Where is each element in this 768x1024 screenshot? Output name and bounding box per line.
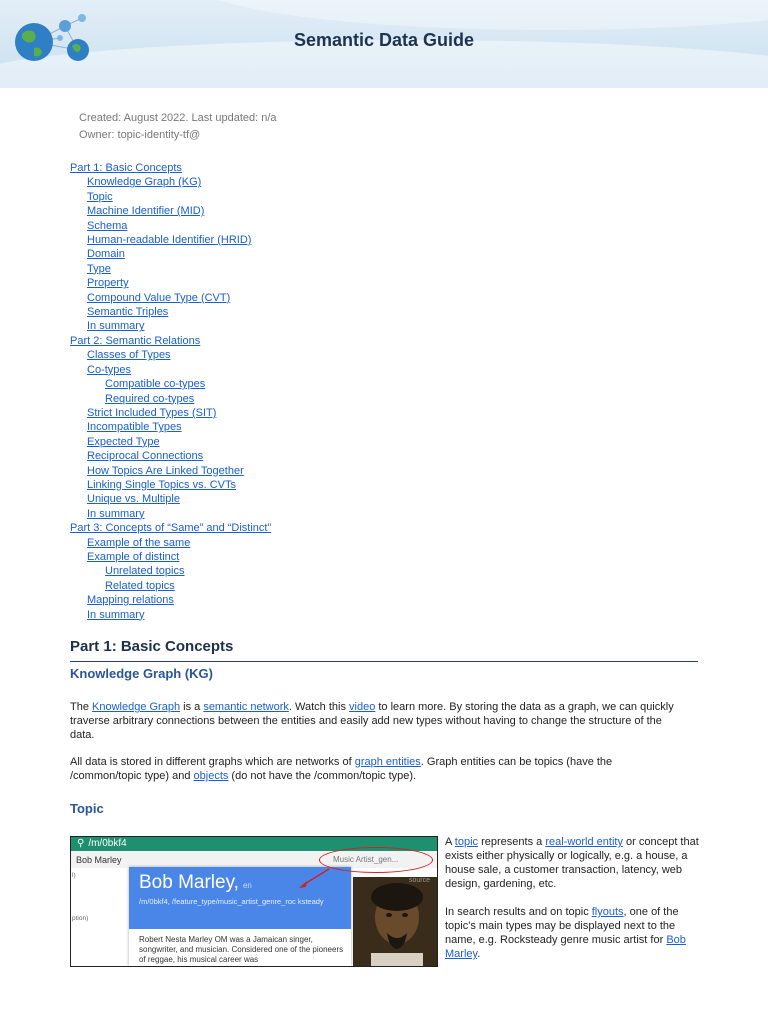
document-meta [79,110,277,144]
toc-link[interactable]: How Topics Are Linked Together [87,464,244,477]
source-label: source [409,877,431,884]
left-col-text: l) [72,872,76,879]
toc-link[interactable]: Part 3: Concepts of “Same” and “Distinct” [70,522,272,535]
knowledge-graph-link[interactable]: Knowledge Graph [92,701,181,713]
search-icon: ⚲ [77,838,85,849]
text: . Watch this [288,701,350,713]
toc-link[interactable]: Domain [87,248,125,261]
toc-link[interactable]: In summary [87,320,145,333]
text: A [445,836,455,848]
header-banner [0,0,768,88]
text: , one of the topic's main types may be displayed next to the name, e.g. Rocksteady genre music artist for [445,906,679,946]
toc-link[interactable]: Human-readable Identifier (HRID) [87,234,252,247]
toc-link[interactable]: Classes of Types [87,349,171,362]
flyout-types: /m/0bkf4, /feature_type/music_artist_genre_roc ksteady [139,897,324,906]
table-of-contents [70,161,271,622]
toc-link[interactable]: Part 2: Semantic Relations [70,334,201,347]
topic-heading: Topic [70,801,104,816]
semantic-network-link[interactable]: semantic network [203,701,289,713]
search-value: /m/0bkf4 [88,838,127,849]
toc-link[interactable]: Linking Single Topics vs. CVTs [87,478,236,491]
objects-link[interactable]: objects [193,770,229,782]
toc-link[interactable]: In summary [87,507,145,520]
toc-link[interactable]: Compound Value Type (CVT) [87,291,231,304]
bob-marley-link[interactable]: Bob Marley [445,934,686,960]
text: (do not have the /common/topic type). [228,770,417,782]
topic-link[interactable]: topic [454,836,479,848]
toc-link[interactable]: Strict Included Types (SIT) [87,406,217,419]
toc-link[interactable]: Related topics [105,579,175,592]
flyout-name: Bob Marley, [139,872,239,893]
toc-link[interactable]: Co-types [87,363,132,376]
kg-paragraph-1 [70,700,680,742]
toc-link[interactable]: In summary [87,608,145,621]
graph-entities-link[interactable]: graph entities [354,756,421,768]
toc-link[interactable]: Topic [87,190,113,203]
type-pill: Music Artist_gen... [333,855,399,864]
text: In search results and on topic [445,906,592,918]
toc-link[interactable]: Unique vs. Multiple [87,493,180,506]
toc-link[interactable]: Required co-types [105,392,195,405]
flyouts-link[interactable]: flyouts [591,906,624,918]
toc-link[interactable]: Type [87,262,111,275]
real-world-entity-link[interactable]: real-world entity [545,836,623,848]
toc-link[interactable]: Part 1: Basic Concepts [70,162,182,174]
banner-swoosh [200,0,768,30]
toc-link[interactable]: Schema [87,219,128,232]
text: The [70,701,93,713]
video-link[interactable]: video [349,701,376,713]
toc-link[interactable]: Compatible co-types [105,378,206,391]
text: to learn more. By storing the data as a graph, we can quickly traverse arbitrary connections between the entities and easily add new types without having to change the structure of the data. [70,701,674,741]
kg-paragraph-2 [70,755,680,783]
text: All data is stored in different graphs which are networks of [70,756,355,768]
result-name: Bob Marley [76,855,122,865]
text: is a [180,701,204,713]
toc-link[interactable]: Expected Type [87,435,160,448]
text: or concept that exists either physically or logically, e.g. a house, a house sale, a customer transaction, latency, web design, gardening, etc. [445,836,699,890]
text: represents a [478,836,546,848]
toc-link[interactable]: Machine Identifier (MID) [87,205,205,218]
text: . [477,948,481,960]
toc-link[interactable]: Example of the same [87,536,191,549]
toc-link[interactable]: Reciprocal Connections [87,450,204,463]
topic-paragraph-2 [445,905,700,961]
arrow-icon [71,837,437,966]
topic-paragraph-1 [445,835,700,891]
topic-flyout-screenshot [70,836,438,967]
left-col-text: ption) [72,915,89,922]
toc-link[interactable]: Mapping relations [87,594,174,607]
toc-link[interactable]: Unrelated topics [105,565,185,578]
document-title: Semantic Data Guide [293,30,475,50]
flyout-description: Robert Nesta Marley OM was a Jamaican singer, songwriter, and musician. Considered one of the pioneers of reggae, his musical career was [139,935,344,964]
part-heading: Part 1: Basic Concepts [70,638,234,655]
toc-link[interactable]: Incompatible Types [87,421,182,434]
topic-description [445,835,700,961]
toc-link[interactable]: Knowledge Graph (KG) [87,176,202,189]
language-tag: en [242,881,252,890]
toc-link[interactable]: Property [87,277,129,290]
text: . Graph entities can be topics (have the /common/topic type) and [70,756,613,782]
kg-heading: Knowledge Graph (KG) [70,666,213,681]
owner: Owner: topic-identity-tf@ [79,129,201,141]
toc-link[interactable]: Semantic Triples [87,306,169,319]
created-date: Created: August 2022. Last updated: n/a [79,112,277,124]
heading-divider [70,661,698,662]
toc-link[interactable]: Example of distinct [87,550,180,563]
